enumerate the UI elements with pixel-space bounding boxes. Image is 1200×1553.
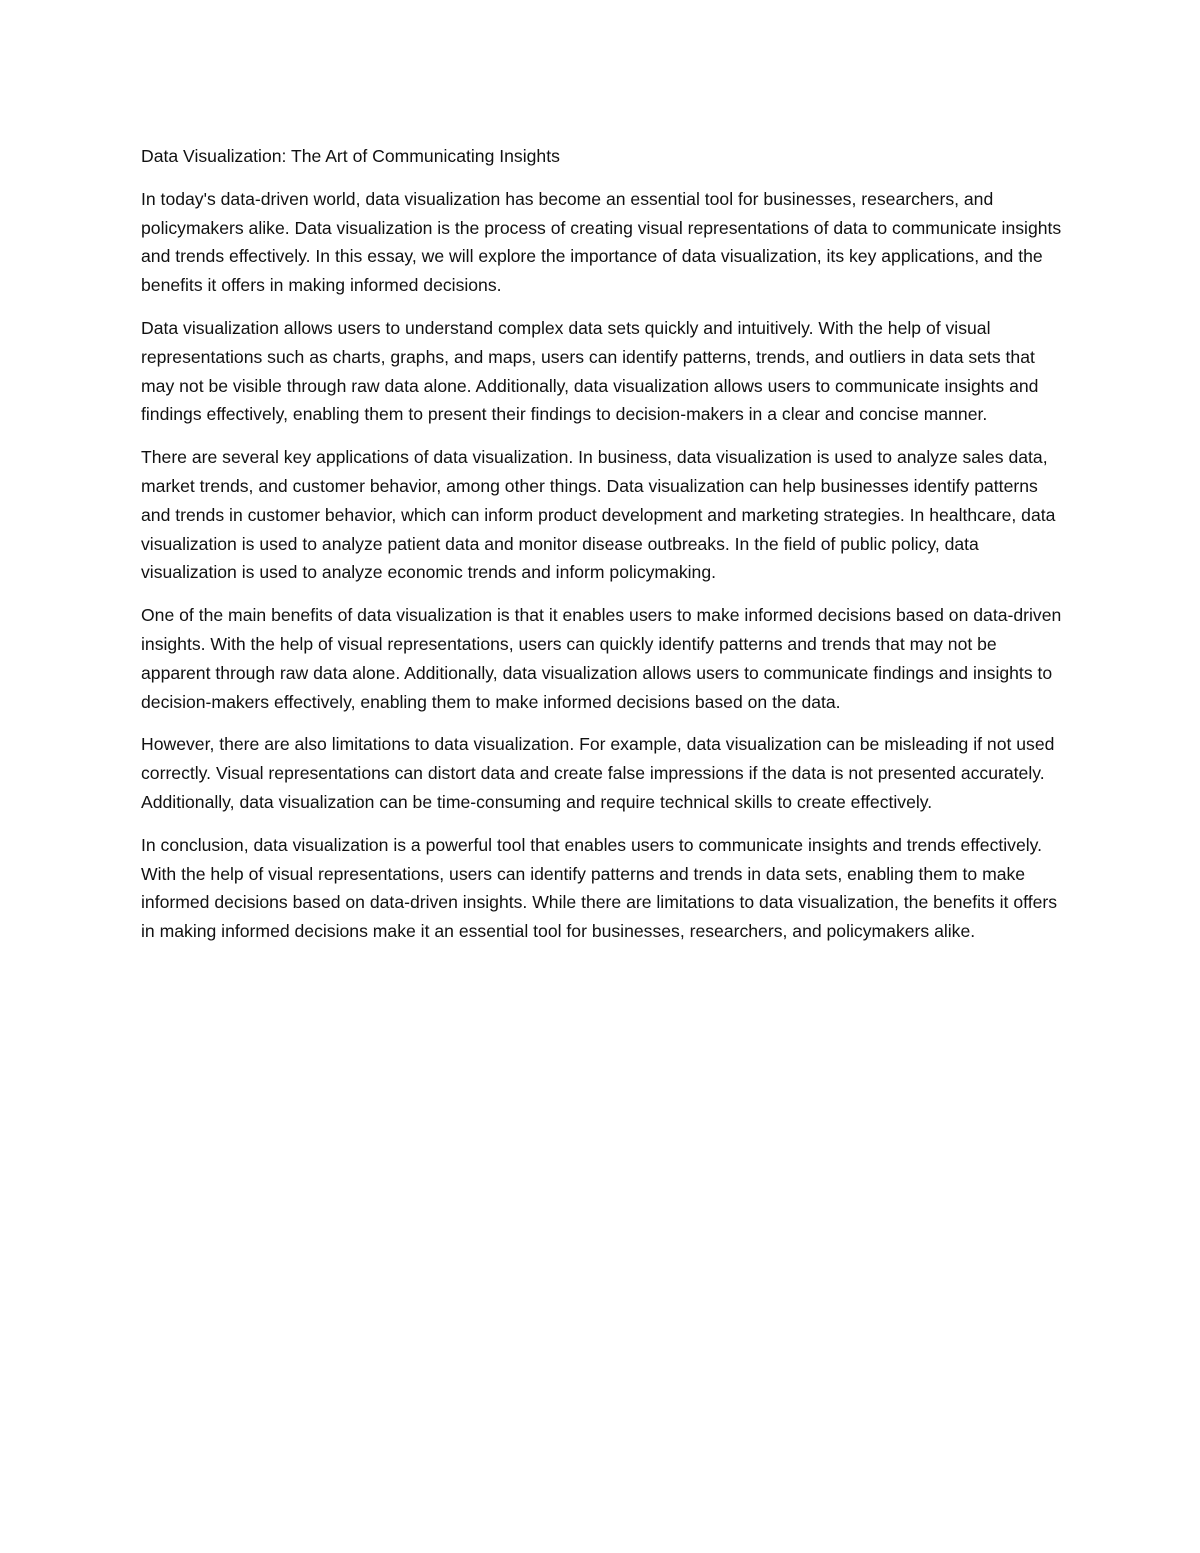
- paragraph-applications: There are several key applications of data visualization. In business, data visualization is used to analyze sales data, market trends, and customer behavior, among other things. Data visualization can help businesses identify patterns and trends in customer behavior, which can inform product development and marketing strategies. In healthcare, data visualization is used to analyze patient data and monitor disease outbreaks. In the field of public policy, data visualization is used to analyze economic trends and inform policymaking.: [141, 447, 1056, 583]
- paragraph-benefits: One of the main benefits of data visualization is that it enables users to make informed decisions based on data-driven insights. With the help of visual representations, users can quickly identify patterns and trends that may not be apparent through raw data alone. Additionally, data visualization allows users to communicate findings and insights to decision-makers effectively, enabling them to make informed decisions based on the data.: [141, 605, 1062, 712]
- paragraph-limitations: However, there are also limitations to data visualization. For example, data visualization can be misleading if not used correctly. Visual representations can distort data and create false impressions if the data is not presented accurately. Additionally, data visualization can be time-consuming and require technical skills to create effectively.: [141, 734, 1055, 812]
- paragraph-introduction: In today's data-driven world, data visualization has become an essential tool for businesses, researchers, and policymakers alike. Data visualization is the process of creating visual representations of data to communicate insights and trends effectively. In this essay, we will explore the importance of data visualization, its key applications, and the benefits it offers in making informed decisions.: [141, 188, 1062, 296]
- paragraph-understanding: Data visualization allows users to understand complex data sets quickly and intuitively. With the help of visual representations such as charts, graphs, and maps, users can identify patterns, trends, and outliers in data sets that may not be visible through raw data alone. Additionally, data visualization allows users to communicate insights and findings effectively, enabling them to present their findings to decision-makers in a clear and concise manner.: [141, 317, 1039, 425]
- document-body: [141, 142, 1063, 960]
- document-title: Data Visualization: The Art of Communicating Insights: [141, 146, 560, 166]
- paragraph-conclusion: In conclusion, data visualization is a powerful tool that enables users to communicate insights and trends effectively. With the help of visual representations, users can identify patterns and trends in data sets, enabling them to make informed decisions based on data-driven insights. While there are limitations to data visualization, the benefits it offers in making informed decisions make it an essential tool for businesses, researchers, and policymakers alike.: [141, 834, 1058, 942]
